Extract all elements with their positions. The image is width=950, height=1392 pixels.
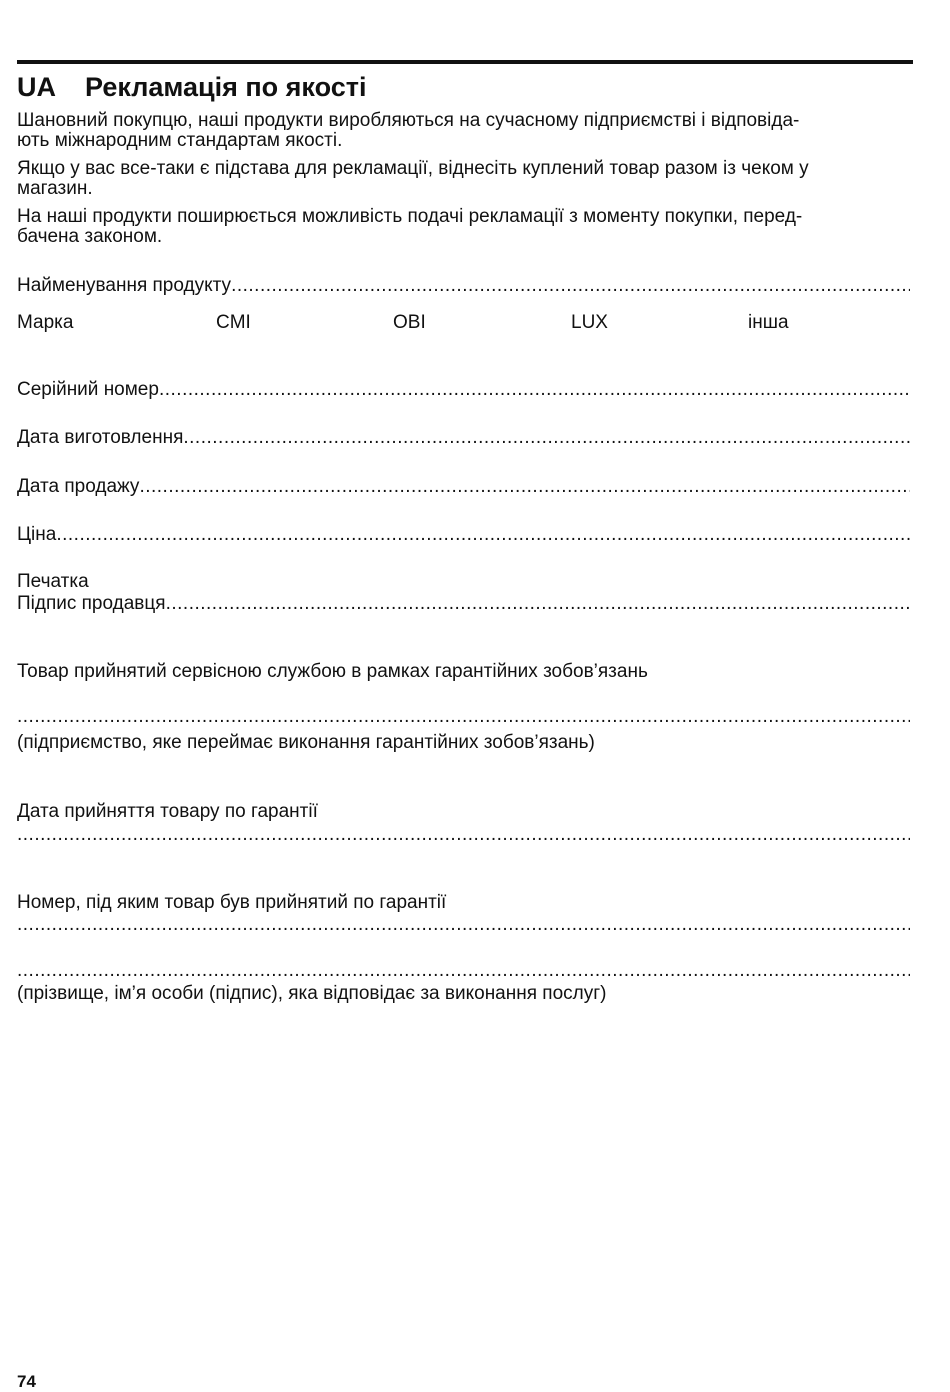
dotted-fill-line <box>231 275 910 297</box>
price-label: Ціна <box>17 524 57 545</box>
manufacture-date-field[interactable] <box>17 427 910 449</box>
intro-paragraph-3 <box>17 206 913 248</box>
brand-option-other[interactable]: інша <box>748 312 789 333</box>
responsible-person-field[interactable] <box>17 960 910 982</box>
intro-p1-line2: ють міжнародним стандартам якості. <box>17 130 343 151</box>
dotted-fill-line <box>159 379 910 401</box>
intro-paragraph-2 <box>17 158 913 200</box>
intro-p3-line1: На наші продукти поширюється можливість подачі рекламації з моменту покупки, перед- <box>17 206 803 227</box>
brand-option-cmi[interactable]: CMI <box>216 312 251 333</box>
intro-p3-line2: бачена законом. <box>17 226 163 247</box>
responsible-person-note: (прізвище, ім’я особи (підпис), яка відповідає за виконання послуг) <box>17 983 607 1004</box>
acceptance-number-label: Номер, під яким товар був прийнятий по гарантії <box>17 892 447 913</box>
product-name-label: Найменування продукту <box>17 275 232 296</box>
top-rule <box>17 60 913 64</box>
dotted-fill-line <box>17 824 910 846</box>
acceptance-date-field[interactable] <box>17 824 910 846</box>
product-name-field[interactable] <box>17 275 910 297</box>
intro-p2-line2: магазин. <box>17 178 93 199</box>
sale-date-label: Дата продажу <box>17 476 140 497</box>
intro-paragraph-1 <box>17 110 913 152</box>
stamp-label: Печатка <box>17 571 89 592</box>
enterprise-note: (підприємство, яке переймає виконання гарантійних зобов’язань) <box>17 732 595 753</box>
dotted-fill-line <box>139 476 910 498</box>
serial-number-field[interactable] <box>17 379 910 401</box>
seller-signature-label: Підпис продавця <box>17 593 166 614</box>
dotted-fill-line <box>166 593 910 615</box>
brand-option-obi[interactable]: OBI <box>393 312 426 333</box>
enterprise-field[interactable] <box>17 706 910 728</box>
dotted-fill-line <box>17 914 910 936</box>
page-title: Рекламація по якості <box>85 72 367 102</box>
dotted-fill-line <box>183 427 910 449</box>
page-heading <box>17 72 366 103</box>
dotted-fill-line <box>56 524 910 546</box>
brand-label: Марка <box>17 312 74 333</box>
service-acceptance-label: Товар прийнятий сервісною службою в рамках гарантійних зобов’язань <box>17 661 648 682</box>
language-code: UA <box>17 72 56 102</box>
acceptance-number-field[interactable] <box>17 914 910 936</box>
dotted-fill-line <box>17 706 910 728</box>
brand-option-lux[interactable]: LUX <box>571 312 608 333</box>
intro-p1-line1: Шановний покупцю, наші продукти виробляються на сучасному підприємстві і відповіда- <box>17 110 800 131</box>
acceptance-date-label: Дата прийняття товару по гарантії <box>17 801 318 822</box>
price-field[interactable] <box>17 524 910 546</box>
seller-signature-field[interactable] <box>17 593 910 615</box>
page-number: 74 <box>17 1372 36 1391</box>
dotted-fill-line <box>17 960 910 982</box>
intro-p2-line1: Якщо у вас все-таки є підстава для рекламації, віднесіть куплений товар разом із чеком у <box>17 158 809 179</box>
sale-date-field[interactable] <box>17 476 910 498</box>
manufacture-date-label: Дата виготовлення <box>17 427 184 448</box>
serial-number-label: Серійний номер <box>17 379 159 400</box>
